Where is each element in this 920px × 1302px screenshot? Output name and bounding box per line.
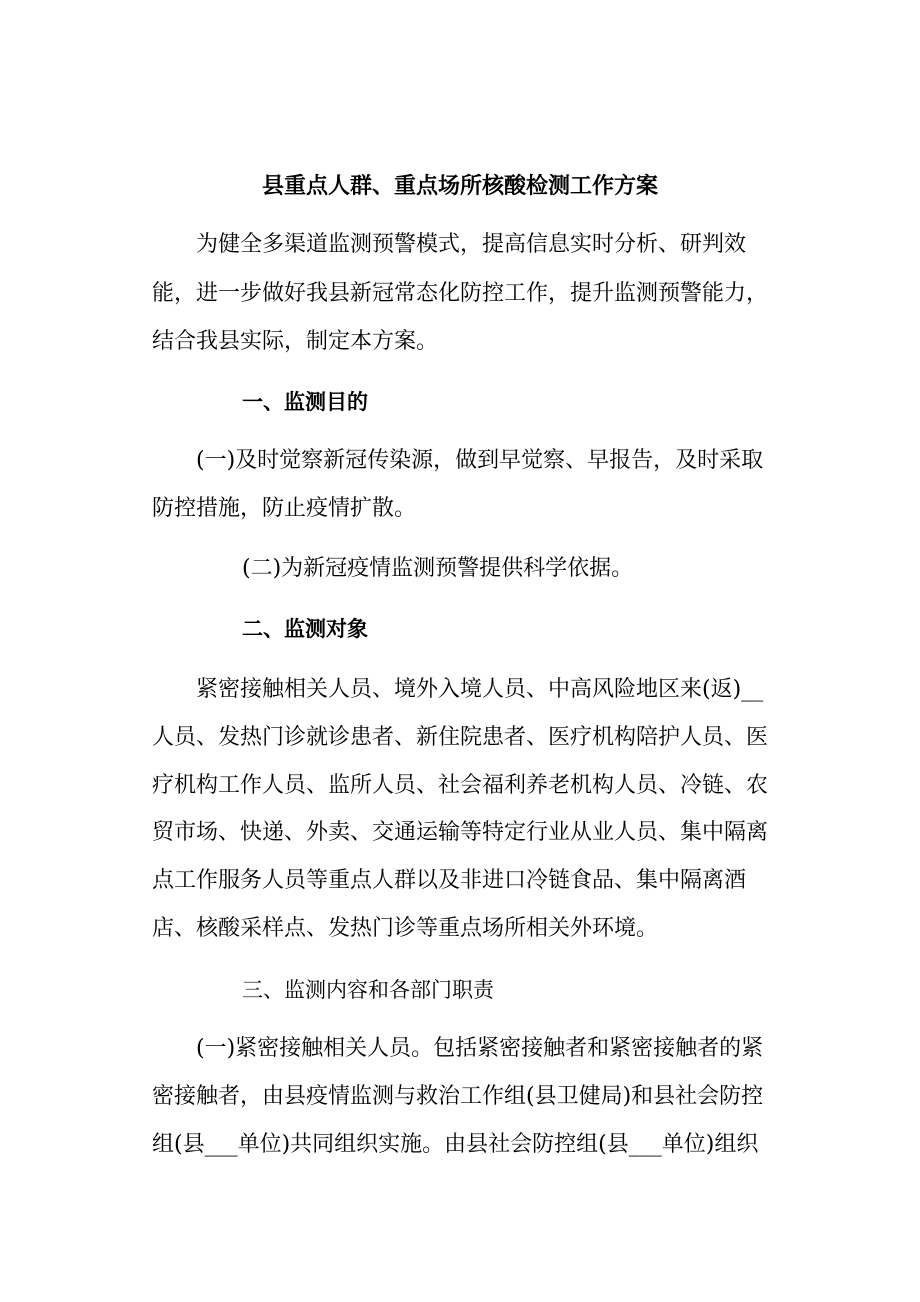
intro-line-1: 为健全多渠道监测预警模式，提高信息实时分析、研判效 bbox=[196, 232, 747, 257]
section-1-item-2: (二)为新冠疫情监测预警提供科学依据。 bbox=[242, 556, 634, 581]
section-1-item-1-line-1: (一)及时觉察新冠传染源，做到早觉察、早报告，及时采取 bbox=[196, 448, 764, 473]
section-2-line-3: 疗机构工作人员、监所人员、社会福利养老机构人员、冷链、农 bbox=[152, 773, 769, 798]
section-2-line-5: 点工作服务人员等重点人群以及非进口冷链食品、集中隔离酒 bbox=[152, 868, 747, 893]
section-1-heading: 一、监测目的 bbox=[242, 390, 368, 414]
section-3-item-1-line-3: 组(县___单位)共同组织实施。由县社会防控组(县___单位)组织 bbox=[152, 1132, 759, 1157]
section-3-item-1-line-2: 密接触者，由县疫情监测与救治工作组(县卫健局)和县社会防控 bbox=[152, 1084, 764, 1109]
section-2-line-4: 贸市场、快递、外卖、交通运输等特定行业从业人员、集中隔离 bbox=[152, 820, 769, 845]
document-title: 县重点人群、重点场所核酸检测工作方案 bbox=[262, 174, 659, 199]
section-3-item-1-line-1: (一)紧密接触相关人员。包括紧密接触者和紧密接触者的紧 bbox=[196, 1036, 764, 1061]
section-2-line-2: 人员、发热门诊就诊患者、新住院患者、医疗机构陪护人员、医 bbox=[152, 725, 769, 750]
section-3-heading: 三、监测内容和各部门职责 bbox=[242, 978, 494, 1002]
section-1-item-1-line-2: 防控措施，防止疫情扩散。 bbox=[152, 496, 417, 521]
intro-line-3: 结合我县实际，制定本方案。 bbox=[152, 329, 439, 354]
section-2-line-6: 店、核酸采样点、发热门诊等重点场所相关外环境。 bbox=[152, 916, 659, 941]
section-2-line-1: 紧密接触相关人员、境外入境人员、中高风险地区来(返)__ bbox=[196, 677, 764, 702]
intro-line-2: 能，进一步做好我县新冠常态化防控工作，提升监测预警能力， bbox=[152, 281, 769, 306]
section-2-heading: 二、监测对象 bbox=[242, 617, 368, 641]
